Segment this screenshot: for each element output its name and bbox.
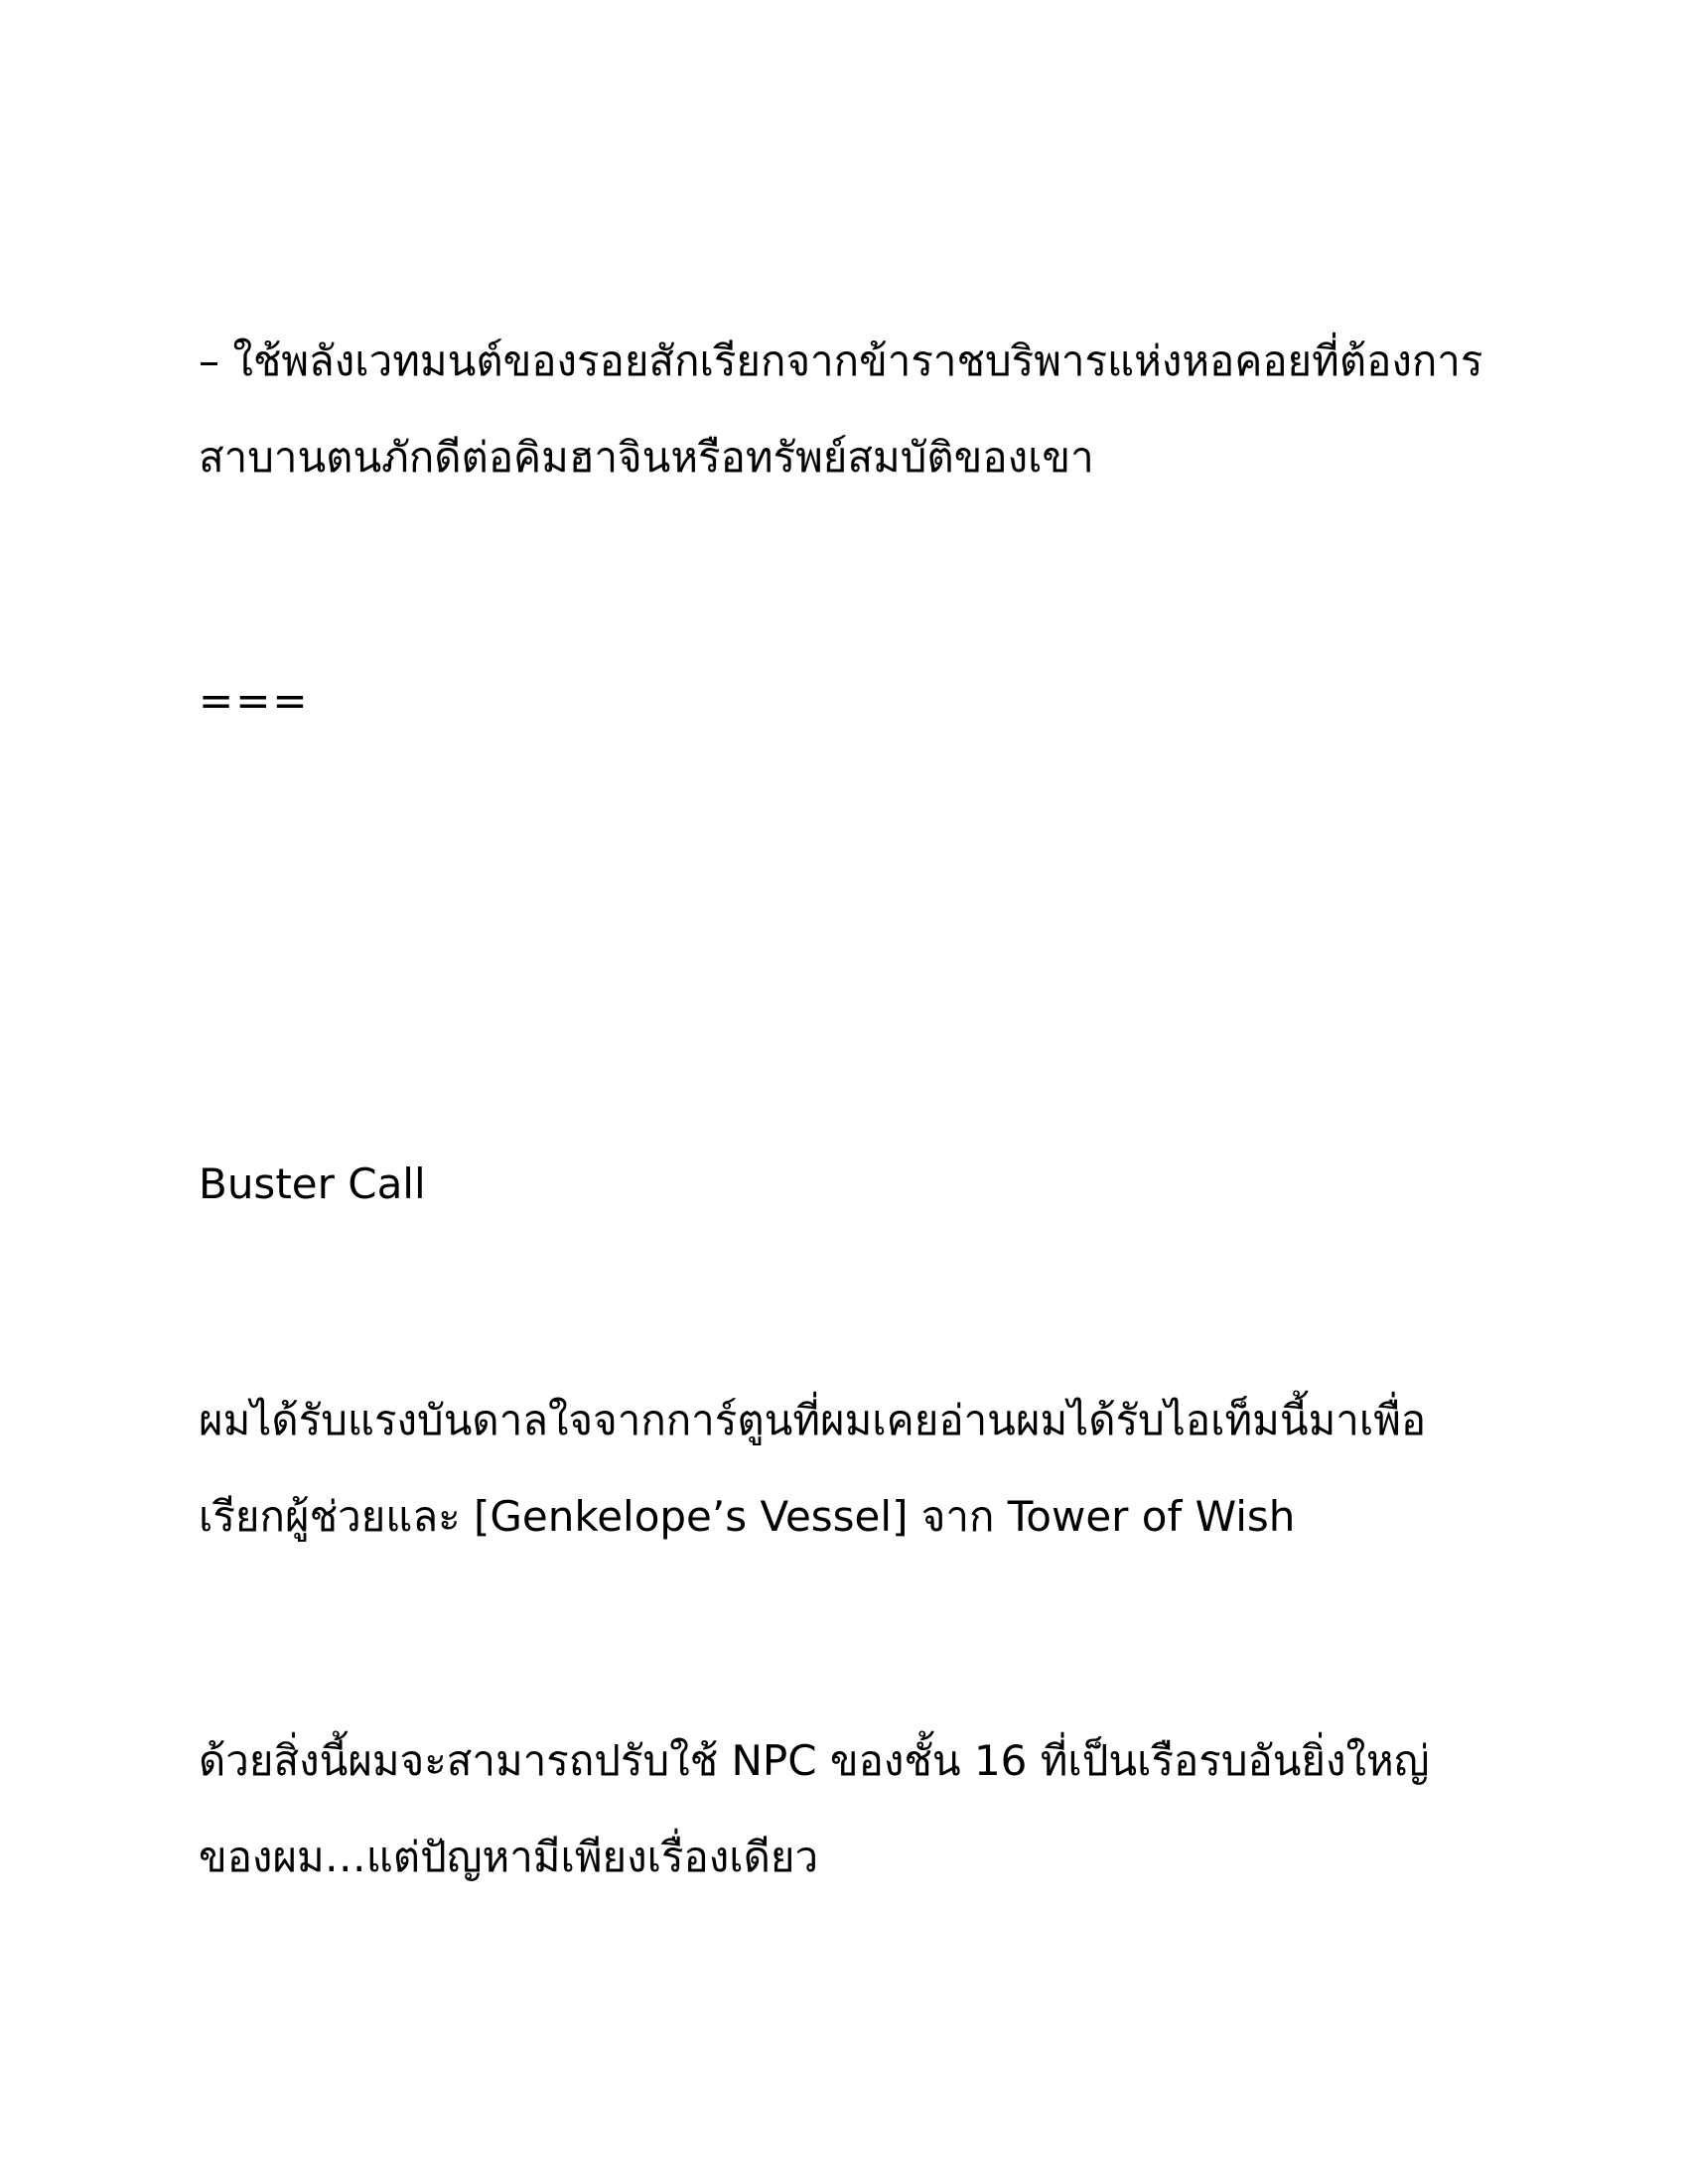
paragraph-2-line-2: เรียกผู้ช่วยและ [Genkelope’s Vessel] จาก Tower of Wish (199, 1492, 1296, 1541)
paragraph-1-line-1: – ใช้พลังเวทมนต์ของรอยสักเรียกจากข้าราชบริพารแห่งหอคอยที่ต้องการ (199, 337, 1483, 385)
paragraph-1-line-2: สาบานตนภักดีต่อคิมฮาจินหรือทรัพย์สมบัติของเขา (199, 433, 1094, 481)
paragraph-2-line-1: ผมได้รับแรงบันดาลใจจากการ์ตูนที่ผมเคยอ่านผมได้รับไอเท็มนี้มาเพื่อ (199, 1396, 1427, 1444)
paragraph-3-line-1: ด้วยสิ่งนี้ผมจะสามารถปรับใช้ NPC ของชั้น 16 ที่เป็นเรือรบอันยิ่งใหญ่ (199, 1736, 1430, 1785)
section-heading: Buster Call (199, 1160, 426, 1208)
paragraph-3-line-2: ของผม…แต่ปัญหามีเพียงเรื่องเดียว (199, 1833, 819, 1881)
section-separator: === (199, 676, 310, 725)
